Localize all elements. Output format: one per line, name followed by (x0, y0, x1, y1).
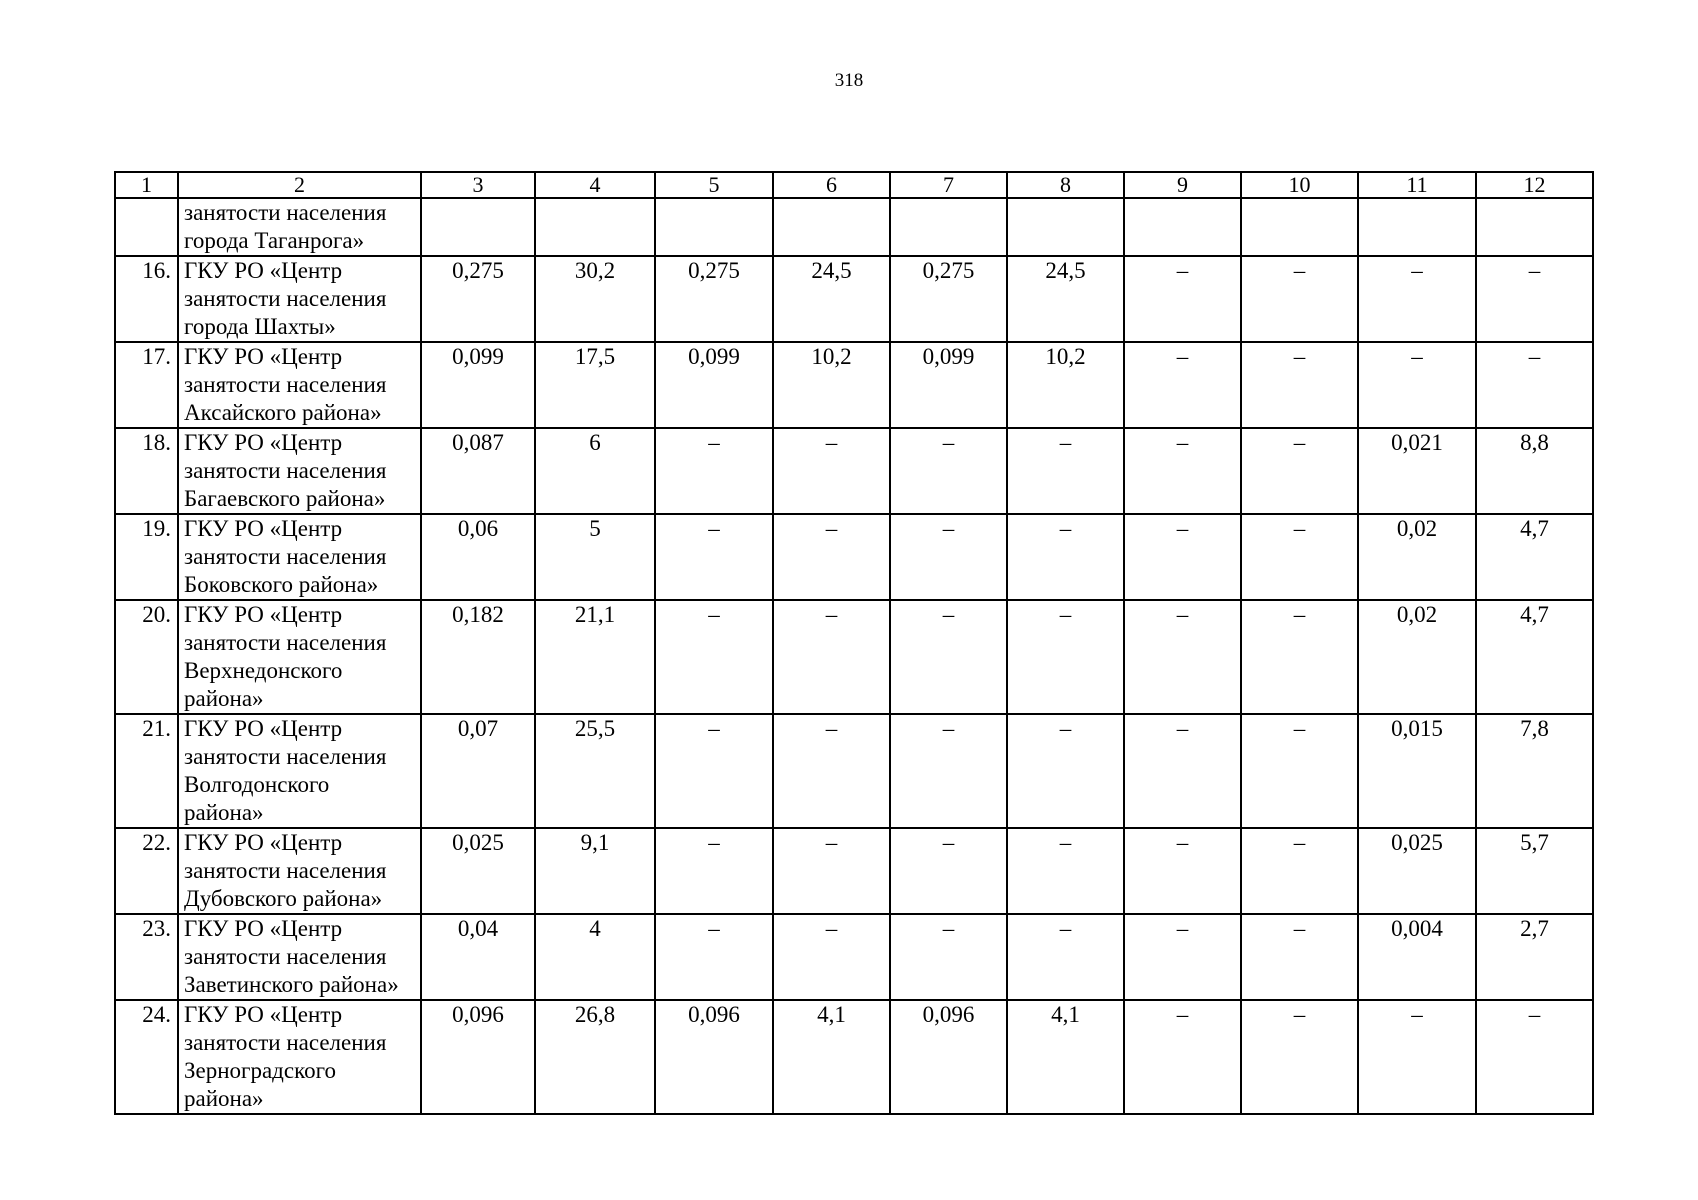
table-row (115, 342, 1593, 428)
value-cell-col-9: – (1124, 342, 1241, 428)
value-cell-col-5: – (655, 514, 773, 600)
table-row (115, 1000, 1593, 1114)
organization-name-line: ГКУ РО «Центр (184, 602, 343, 627)
value-cell-col-9: – (1124, 828, 1241, 914)
organization-name-line: занятости населения (184, 630, 387, 655)
organization-name-line: района» (184, 1086, 264, 1111)
value-cell-col-4: 17,5 (535, 342, 655, 428)
value-cell-col-7: 0,275 (890, 256, 1007, 342)
organization-name-line: занятости населения (184, 286, 387, 311)
value-cell-col-7: – (890, 914, 1007, 1000)
value-cell-col-7: – (890, 428, 1007, 514)
organization-name (178, 198, 421, 256)
organization-name (178, 914, 421, 1000)
value-cell-col-8: – (1007, 428, 1124, 514)
organization-name-line: района» (184, 686, 264, 711)
value-cell-col-10: – (1241, 428, 1358, 514)
value-cell-col-5: – (655, 714, 773, 828)
organization-name-line: Заветинского района» (184, 972, 399, 997)
organization-name-line: занятости населения (184, 372, 387, 397)
value-cell-col-11: 0,004 (1358, 914, 1476, 1000)
table-row (115, 256, 1593, 342)
value-cell-col-5: – (655, 914, 773, 1000)
value-cell-col-3: 0,099 (421, 342, 535, 428)
row-number: 21. (115, 714, 178, 828)
value-cell-col-9: – (1124, 514, 1241, 600)
organization-name (178, 1000, 421, 1114)
value-cell-col-8: – (1007, 828, 1124, 914)
value-cell-col-9: – (1124, 256, 1241, 342)
value-cell-col-11: – (1358, 256, 1476, 342)
organization-name-line: города Шахты» (184, 314, 336, 339)
value-cell-col-5 (655, 198, 773, 256)
organization-name-line: Аксайского района» (184, 400, 382, 425)
value-cell-col-5: – (655, 428, 773, 514)
value-cell-col-12: 2,7 (1476, 914, 1593, 1000)
organization-name (178, 342, 421, 428)
value-cell-col-4: 30,2 (535, 256, 655, 342)
value-cell-col-6: – (773, 914, 890, 1000)
value-cell-col-8: – (1007, 914, 1124, 1000)
organization-name-line: занятости населения (184, 458, 387, 483)
value-cell-col-3: 0,096 (421, 1000, 535, 1114)
value-cell-col-9: – (1124, 914, 1241, 1000)
value-cell-col-9: – (1124, 600, 1241, 714)
value-cell-col-9: – (1124, 714, 1241, 828)
header-cell: 1 (115, 172, 178, 198)
value-cell-col-12: 4,7 (1476, 514, 1593, 600)
header-cell: 4 (535, 172, 655, 198)
value-cell-col-4: 4 (535, 914, 655, 1000)
value-cell-col-12: 4,7 (1476, 600, 1593, 714)
organization-name-line: ГКУ РО «Центр (184, 830, 343, 855)
organization-name (178, 514, 421, 600)
value-cell-col-7: 0,099 (890, 342, 1007, 428)
organization-name-line: Зерноградского (184, 1058, 336, 1083)
value-cell-col-11: 0,015 (1358, 714, 1476, 828)
value-cell-col-5: – (655, 828, 773, 914)
organization-name-line: занятости населения (184, 200, 387, 225)
value-cell-col-7: – (890, 828, 1007, 914)
value-cell-col-4 (535, 198, 655, 256)
value-cell-col-11: – (1358, 1000, 1476, 1114)
table-row (115, 428, 1593, 514)
value-cell-col-10: – (1241, 714, 1358, 828)
value-cell-col-4: 21,1 (535, 600, 655, 714)
organization-name-line: города Таганрога» (184, 228, 365, 253)
value-cell-col-5: 0,099 (655, 342, 773, 428)
value-cell-col-10: – (1241, 914, 1358, 1000)
value-cell-col-11: 0,021 (1358, 428, 1476, 514)
value-cell-col-12: 5,7 (1476, 828, 1593, 914)
value-cell-col-3: 0,06 (421, 514, 535, 600)
value-cell-col-12: – (1476, 1000, 1593, 1114)
organization-name-line: занятости населения (184, 858, 387, 883)
header-cell: 3 (421, 172, 535, 198)
header-cell: 9 (1124, 172, 1241, 198)
value-cell-col-3: 0,087 (421, 428, 535, 514)
row-number: 16. (115, 256, 178, 342)
table-row (115, 914, 1593, 1000)
organization-name-line: ГКУ РО «Центр (184, 716, 343, 741)
row-number: 22. (115, 828, 178, 914)
value-cell-col-9: – (1124, 1000, 1241, 1114)
value-cell-col-4: 26,8 (535, 1000, 655, 1114)
value-cell-col-6: – (773, 428, 890, 514)
value-cell-col-8: – (1007, 600, 1124, 714)
value-cell-col-6: 24,5 (773, 256, 890, 342)
value-cell-col-12: 8,8 (1476, 428, 1593, 514)
table-row (115, 514, 1593, 600)
organization-name-line: ГКУ РО «Центр (184, 916, 343, 941)
organization-name (178, 714, 421, 828)
value-cell-col-10: – (1241, 1000, 1358, 1114)
value-cell-col-8: – (1007, 514, 1124, 600)
row-number: 20. (115, 600, 178, 714)
row-number: 18. (115, 428, 178, 514)
header-cell: 7 (890, 172, 1007, 198)
value-cell-col-4: 9,1 (535, 828, 655, 914)
table-row (115, 828, 1593, 914)
value-cell-col-3: 0,07 (421, 714, 535, 828)
header-cell: 2 (178, 172, 421, 198)
value-cell-col-6: – (773, 714, 890, 828)
value-cell-col-10: – (1241, 828, 1358, 914)
table-row (115, 198, 1593, 256)
row-number: 24. (115, 1000, 178, 1114)
value-cell-col-6: 4,1 (773, 1000, 890, 1114)
row-number: 17. (115, 342, 178, 428)
organization-name-line: района» (184, 800, 264, 825)
value-cell-col-6: – (773, 514, 890, 600)
value-cell-col-9 (1124, 198, 1241, 256)
value-cell-col-8: 24,5 (1007, 256, 1124, 342)
value-cell-col-6: – (773, 600, 890, 714)
value-cell-col-4: 25,5 (535, 714, 655, 828)
value-cell-col-11: 0,02 (1358, 514, 1476, 600)
value-cell-col-6 (773, 198, 890, 256)
organization-name-line: занятости населения (184, 944, 387, 969)
header-cell: 6 (773, 172, 890, 198)
value-cell-col-10: – (1241, 514, 1358, 600)
organization-name (178, 828, 421, 914)
header-cell: 8 (1007, 172, 1124, 198)
page-number: 318 (834, 70, 864, 91)
value-cell-col-8: – (1007, 714, 1124, 828)
value-cell-col-9: – (1124, 428, 1241, 514)
value-cell-col-7 (890, 198, 1007, 256)
value-cell-col-11 (1358, 198, 1476, 256)
table-row (115, 600, 1593, 714)
value-cell-col-5: 0,275 (655, 256, 773, 342)
organization-name-line: ГКУ РО «Центр (184, 258, 343, 283)
value-cell-col-5: 0,096 (655, 1000, 773, 1114)
organization-name (178, 428, 421, 514)
value-cell-col-8: 4,1 (1007, 1000, 1124, 1114)
value-cell-col-12: – (1476, 256, 1593, 342)
value-cell-col-6: – (773, 828, 890, 914)
value-cell-col-12: – (1476, 342, 1593, 428)
row-number: 19. (115, 514, 178, 600)
value-cell-col-3: 0,025 (421, 828, 535, 914)
value-cell-col-8: 10,2 (1007, 342, 1124, 428)
value-cell-col-3: 0,275 (421, 256, 535, 342)
value-cell-col-7: – (890, 514, 1007, 600)
row-number: 23. (115, 914, 178, 1000)
value-cell-col-11: – (1358, 342, 1476, 428)
value-cell-col-3: 0,182 (421, 600, 535, 714)
organization-name-line: Волгодонского (184, 772, 330, 797)
value-cell-col-4: 5 (535, 514, 655, 600)
value-cell-col-4: 6 (535, 428, 655, 514)
organization-name-line: занятости населения (184, 544, 387, 569)
value-cell-col-10: – (1241, 256, 1358, 342)
organization-name (178, 256, 421, 342)
organization-name-line: ГКУ РО «Центр (184, 430, 343, 455)
value-cell-col-3 (421, 198, 535, 256)
table-row (115, 714, 1593, 828)
value-cell-col-10: – (1241, 342, 1358, 428)
organization-name-line: Багаевского района» (184, 486, 386, 511)
value-cell-col-12 (1476, 198, 1593, 256)
organization-name-line: Боковского района» (184, 572, 379, 597)
value-cell-col-6: 10,2 (773, 342, 890, 428)
organization-name-line: ГКУ РО «Центр (184, 516, 343, 541)
value-cell-col-12: 7,8 (1476, 714, 1593, 828)
header-cell: 10 (1241, 172, 1358, 198)
value-cell-col-7: – (890, 714, 1007, 828)
organization-name-line: ГКУ РО «Центр (184, 344, 343, 369)
value-cell-col-11: 0,025 (1358, 828, 1476, 914)
organization-name-line: занятости населения (184, 744, 387, 769)
value-cell-col-7: – (890, 600, 1007, 714)
header-cell: 12 (1476, 172, 1593, 198)
organization-name-line: Дубовского района» (184, 886, 383, 911)
header-cell: 11 (1358, 172, 1476, 198)
organization-name-line: Верхнедонского (184, 658, 343, 683)
organization-name-line: занятости населения (184, 1030, 387, 1055)
value-cell-col-10 (1241, 198, 1358, 256)
header-cell: 5 (655, 172, 773, 198)
organization-name-line: ГКУ РО «Центр (184, 1002, 343, 1027)
value-cell-col-10: – (1241, 600, 1358, 714)
value-cell-col-5: – (655, 600, 773, 714)
header-row (115, 172, 1593, 198)
value-cell-col-7: 0,096 (890, 1000, 1007, 1114)
data-table (114, 171, 1594, 1115)
value-cell-col-11: 0,02 (1358, 600, 1476, 714)
value-cell-col-8 (1007, 198, 1124, 256)
organization-name (178, 600, 421, 714)
value-cell-col-3: 0,04 (421, 914, 535, 1000)
row-number (115, 198, 178, 256)
